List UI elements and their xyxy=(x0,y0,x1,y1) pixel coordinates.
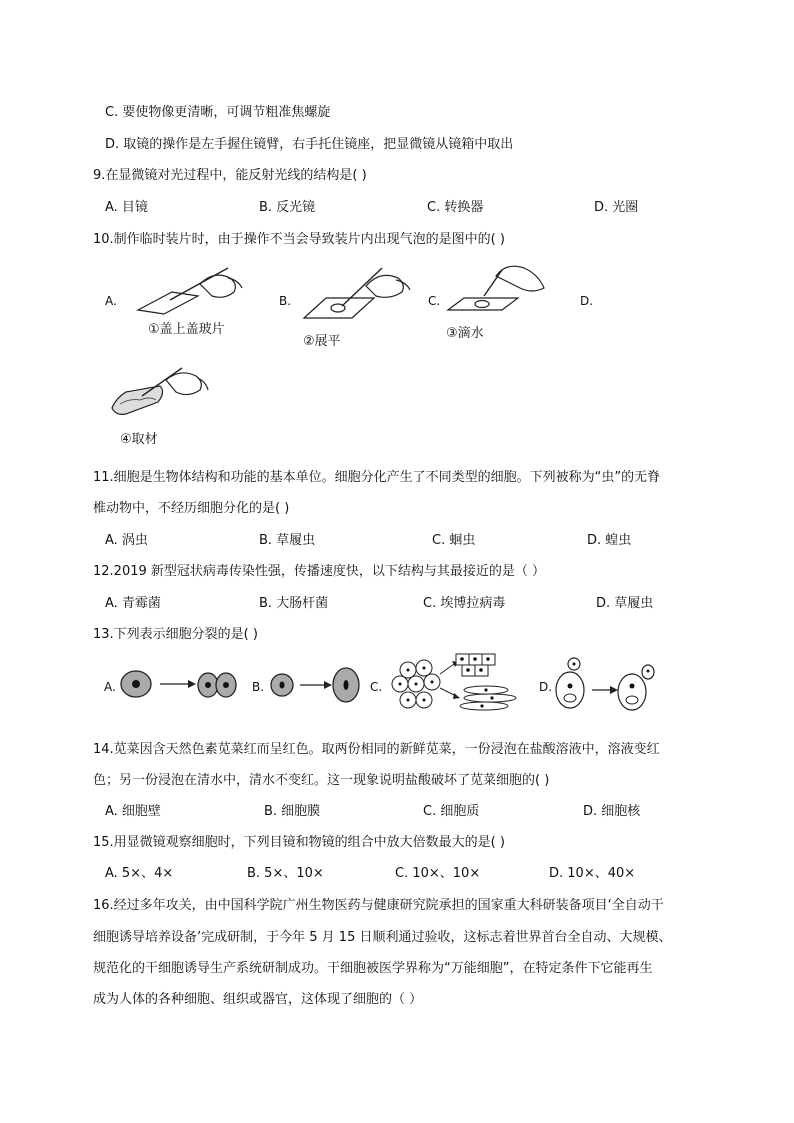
q10-caption-2: ②展平 xyxy=(303,334,341,349)
q13-figure-a-cell-division-icon xyxy=(118,664,240,704)
q11-stem-line2: 椎动物中，不经历细胞分化的是( ) xyxy=(93,501,290,516)
q15-option-c: C. 10×、10× xyxy=(395,866,481,881)
q10-stem: 10.制作临时装片时，由于操作不当会导致装片内出现气泡的是图中的( ) xyxy=(93,232,505,247)
q11-option-a: A. 涡虫 xyxy=(105,533,148,548)
q9-option-c: C. 转换器 xyxy=(427,200,484,215)
q10-label-c: C. xyxy=(428,294,441,308)
q13-figure-c-cell-differentiation-icon xyxy=(386,652,536,718)
q13-figure-d-budding-icon xyxy=(552,656,662,714)
q13-label-b: B. xyxy=(252,680,265,694)
q16-line4: 成为人体的各种细胞、组织或器官，这体现了细胞的（ ） xyxy=(93,992,423,1007)
q9-stem: 9.在显微镜对光过程中，能反射光线的结构是( ) xyxy=(93,168,367,183)
q13-figure-b-cell-growth-icon xyxy=(266,664,366,706)
q10-label-d: D. xyxy=(580,294,594,308)
q16-line1: 16.经过多年攻关，由中国科学院广州生物医药与健康研究院承担的国家重大科研装备项目‘全自动干 xyxy=(93,898,664,913)
q10-label-a: A. xyxy=(105,294,117,308)
q10-label-b: B. xyxy=(279,294,292,308)
q10-figure-cover-slip-icon xyxy=(130,262,250,322)
q16-line3: 规范化的干细胞诱导生产系统研制成功。干细胞被医学界称为“万能细胞”，在特定条件下它能再生 xyxy=(93,961,653,976)
q12-stem: 12.2019 新型冠状病毒传染性强，传播速度快，以下结构与其最接近的是（ ） xyxy=(93,564,546,579)
q16-line2: 细胞诱导培养设备’完成研制，于今年 5 月 15 日顺利通过验收，这标志着世界首台全自动、大规模、 xyxy=(93,930,672,945)
q10-caption-4: ④取材 xyxy=(120,432,158,447)
q13-label-d: D. xyxy=(539,680,553,694)
q9-option-d: D. 光圈 xyxy=(594,200,639,215)
q15-option-b: B. 5×、10× xyxy=(247,866,324,881)
q13-label-c: C. xyxy=(370,680,383,694)
q13-stem: 13.下列表示细胞分裂的是( ) xyxy=(93,627,258,642)
q15-option-a: A. 5×、4× xyxy=(105,866,174,881)
q12-option-b: B. 大肠杆菌 xyxy=(259,596,329,611)
q11-stem-line1: 11.细胞是生物体结构和功能的基本单位。细胞分化产生了不同类型的细胞。下列被称为“虫”的无脊 xyxy=(93,470,661,485)
q13-label-a: A. xyxy=(104,680,116,694)
q9-option-a: A. 目镜 xyxy=(105,200,148,215)
q9-option-b: B. 反光镜 xyxy=(259,200,316,215)
q15-option-d: D. 10×、40× xyxy=(549,866,636,881)
q12-option-d: D. 草履虫 xyxy=(596,596,654,611)
q10-figure-flatten-icon xyxy=(300,262,420,328)
q14-option-b: B. 细胞膜 xyxy=(264,804,321,819)
q8-option-d: D. 取镜的操作是左手握住镜臂，右手托住镜座，把显微镜从镜箱中取出 xyxy=(105,137,514,152)
q14-option-c: C. 细胞质 xyxy=(423,804,480,819)
q10-caption-1: ①盖上盖玻片 xyxy=(148,322,225,337)
q11-option-d: D. 蝗虫 xyxy=(587,533,632,548)
q11-option-c: C. 蛔虫 xyxy=(432,533,476,548)
q10-caption-3: ③滴水 xyxy=(446,326,484,341)
q14-option-d: D. 细胞核 xyxy=(583,804,641,819)
q15-stem: 15.用显微镜观察细胞时，下列目镜和物镜的组合中放大倍数最大的是( ) xyxy=(93,835,505,850)
q10-figure-sampling-icon xyxy=(106,364,216,426)
q14-stem-line2: 色；另一份浸泡在清水中，清水不变红。这一现象说明盐酸破坏了苋菜细胞的( ) xyxy=(93,773,550,788)
q11-option-b: B. 草履虫 xyxy=(259,533,316,548)
q10-figure-water-drop-icon xyxy=(446,262,556,322)
q14-stem-line1: 14.苋菜因含天然色素苋菜红而呈红色。取两份相同的新鲜苋菜，一份浸泡在盐酸溶液中，溶液变红 xyxy=(93,742,660,757)
q12-option-c: C. 埃博拉病毒 xyxy=(423,596,506,611)
q8-option-c: C. 要使物像更清晰，可调节粗准焦螺旋 xyxy=(105,105,331,120)
q12-option-a: A. 青霉菌 xyxy=(105,596,161,611)
q14-option-a: A. 细胞壁 xyxy=(105,804,161,819)
